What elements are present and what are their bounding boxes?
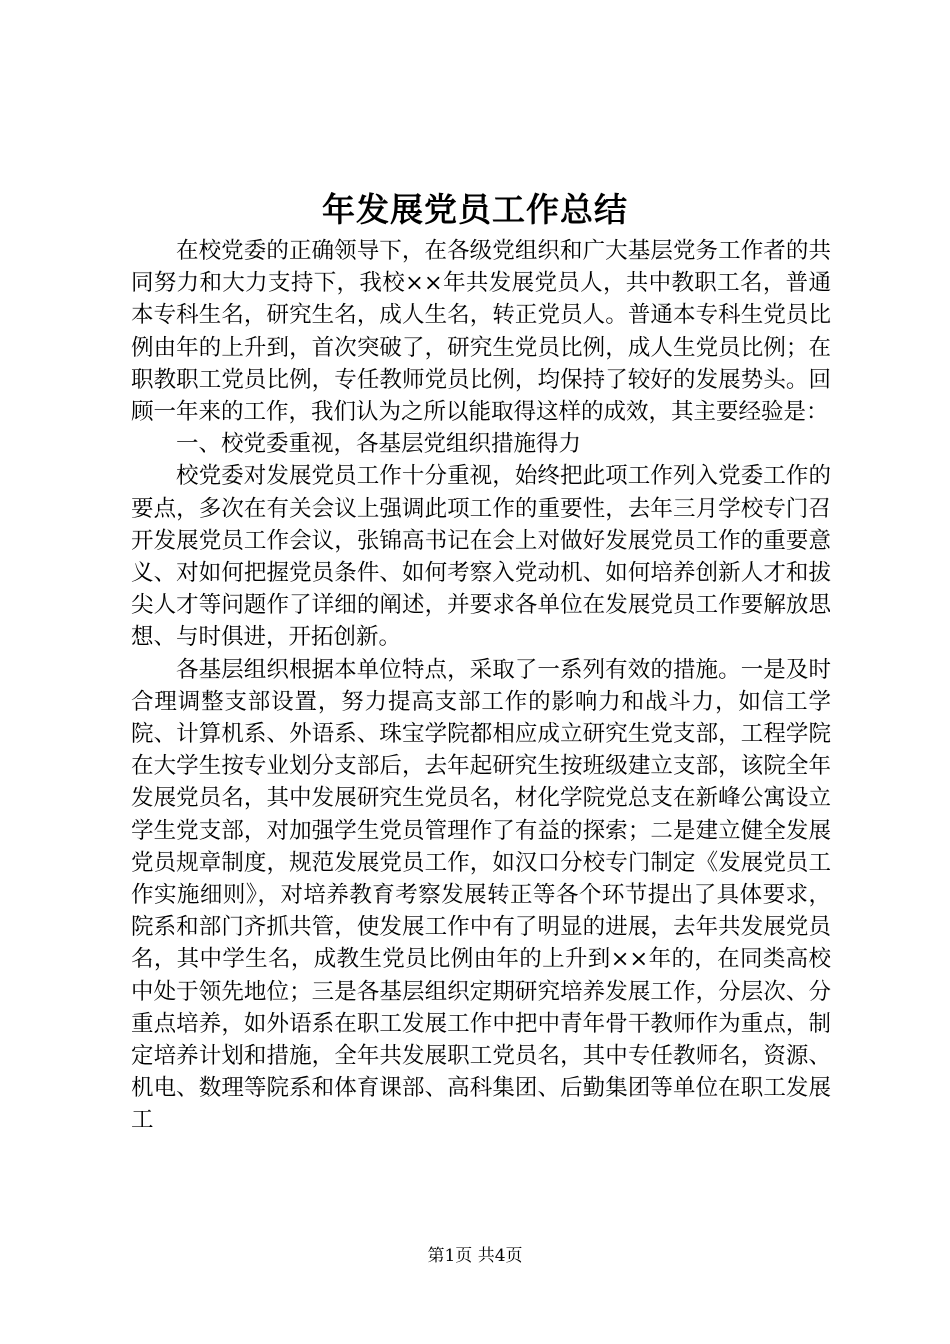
page-footer: 第1页 共4页 bbox=[427, 1246, 523, 1266]
document-body bbox=[131, 235, 831, 1137]
paragraph-grassroots-measures: 各基层组织根据本单位特点，采取了一系列有效的措施。一是及时合理调整支部设置，努力提高支部工作的影响力和战斗力，如信工学院、计算机系、外语系、珠宝学院都相应成立研究生党支部，工程学院在大学生按专业划分支部后，去年起研究生按班级建立支部，该院全年发展党员名，其中发展研究生党员名，材化学院党总支在新峰公寓设立学生党支部，对加强学生党员管理作了有益的探索；二是建立健全发展党员规章制度，规范发展党员工作，如汉口分校专门制定《发展党员工作实施细则》，对培养教育考察发展转正等各个环节提出了具体要求，院系和部门齐抓共管，使发展工作中有了明显的进展，去年共发展党员名，其中学生名，成教生党员比例由年的上升到××年的，在同类高校中处于领先地位；三是各基层组织定期研究培养发展工作，分层次、分重点培养，如外语系在职工发展工作中把中青年骨干教师作为重点，制定培养计划和措施，全年共发展职工党员名，其中专任教师名，资源、机电、数理等院系和体育课部、高科集团、后勤集团等单位在职工发展工 bbox=[131, 656, 831, 1134]
paragraph-party-committee: 校党委对发展党员工作十分重视，始终把此项工作列入党委工作的要点，多次在有关会议上强调此项工作的重要性，去年三月学校专门召开发展党员工作会议，张锦高书记在会上对做好发展党员工作的重要意义、对如何把握党员条件、如何考察入党动机、如何培养创新人才和拔尖人才等问题作了详细的阐述，并要求各单位在发展党员工作要解放思想、与时俱进，开拓创新。 bbox=[131, 463, 831, 651]
document-title: 年发展党员工作总结 bbox=[322, 190, 628, 229]
section-heading-1: 一、校党委重视，各基层党组织措施得力 bbox=[176, 431, 582, 458]
paragraph-intro: 在校党委的正确领导下，在各级党组织和广大基层党务工作者的共同努力和大力支持下，我校××年共发展党员人，共中教职工名，普通本专科生名，研究生名，成人生名，转正党员人。普通本专科生党员比例由年的上升到，首次突破了，研究生党员比例，成人生党员比例；在职教职工党员比例，专任教师党员比例，均保持了较好的发展势头。回顾一年来的工作，我们认为之所以能取得这样的成效，其主要经验是： bbox=[131, 238, 831, 426]
